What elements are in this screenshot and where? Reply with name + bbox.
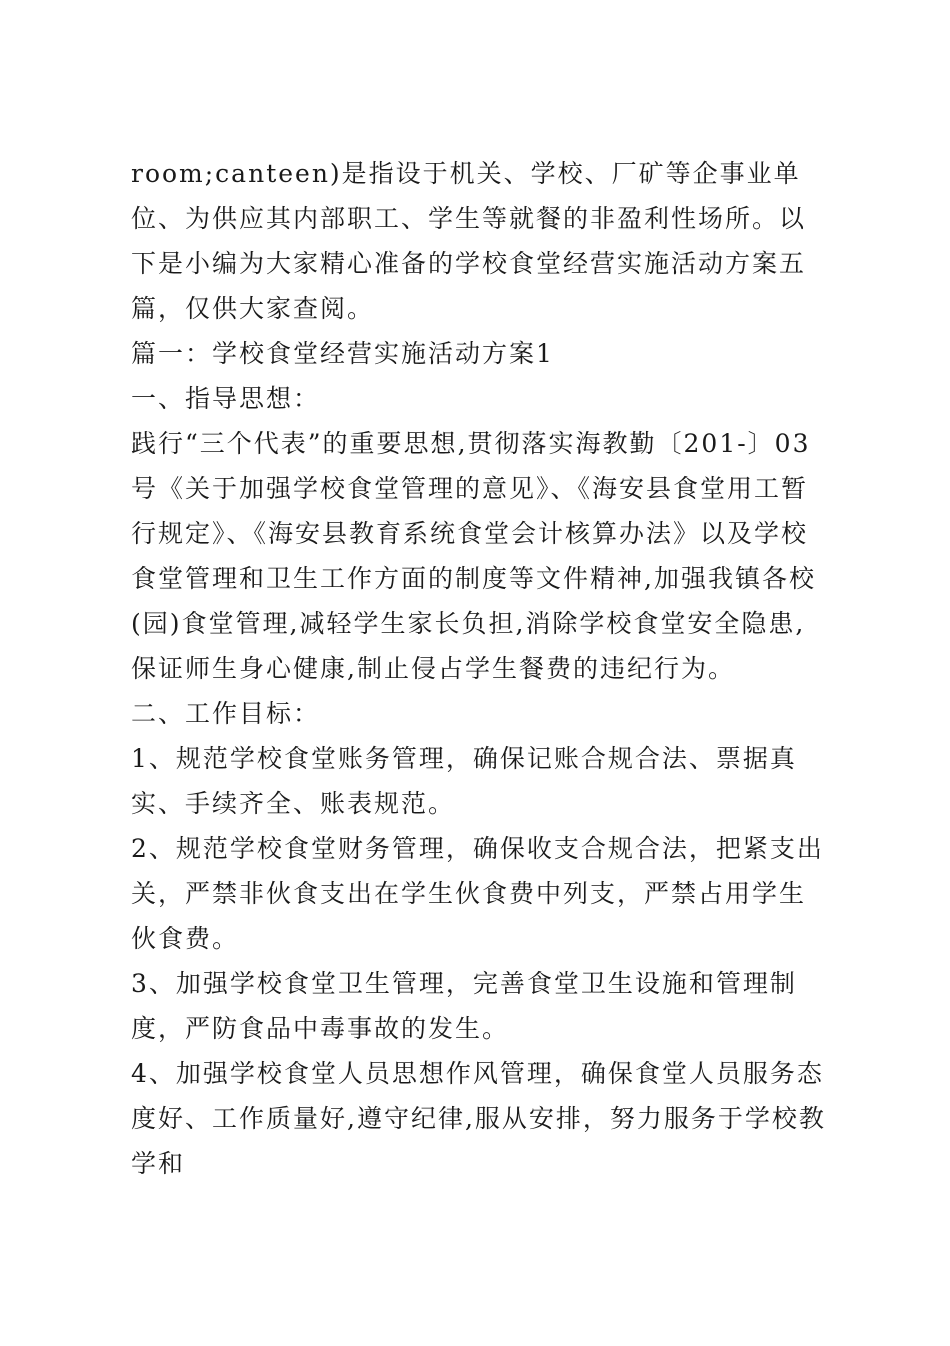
goal-item: 1、规范学校食堂账务管理，确保记账合规合法、票据真实、手续齐全、账表规范。 xyxy=(131,744,797,818)
intro-paragraph xyxy=(131,151,831,331)
goal-item: 3、加强学校食堂卫生管理，完善食堂卫生设施和管理制度，严防食品中毒事故的发生。 xyxy=(131,969,797,1043)
heading-guiding-thought: 一、指导思想： xyxy=(131,384,321,413)
intro-text: room;canteen)是指设于机关、学校、厂矿等企事业单位、为供应其内部职工、学生等就餐的非盈利性场所。以下是小编为大家精心准备的学校食堂经营实施活动方案五篇，仅供大家查阅。 xyxy=(131,159,807,323)
goal-item: 2、规范学校食堂财务管理，确保收支合规合法，把紧支出关，严禁非伙食支出在学生伙食费中列支，严禁占用学生伙食费。 xyxy=(131,834,824,953)
section-title: 篇一：学校食堂经营实施活动方案1 xyxy=(131,339,554,368)
goal-item: 4、加强学校食堂人员思想作风管理，确保食堂人员服务态度好、工作质量好,遵守纪律,服从安排，努力服务于学校教学和 xyxy=(131,1059,826,1178)
guiding-thought-paragraph: 践行“三个代表”的重要思想,贯彻落实海教勤〔201-〕03号《关于加强学校食堂管理的意见》、《海安县食堂用工暂行规定》、《海安县教育系统食堂会计核算办法》以及学校食堂管理和卫生工作方面的制度等文件精神,加强我镇各校(园)食堂管理,减轻学生家长负担,消除学校食堂安全隐患,保证师生身心健康,制止侵占学生餐费的违纪行为。 xyxy=(131,429,816,683)
document-body xyxy=(131,151,831,1186)
heading-work-goals: 二、工作目标： xyxy=(131,699,321,728)
